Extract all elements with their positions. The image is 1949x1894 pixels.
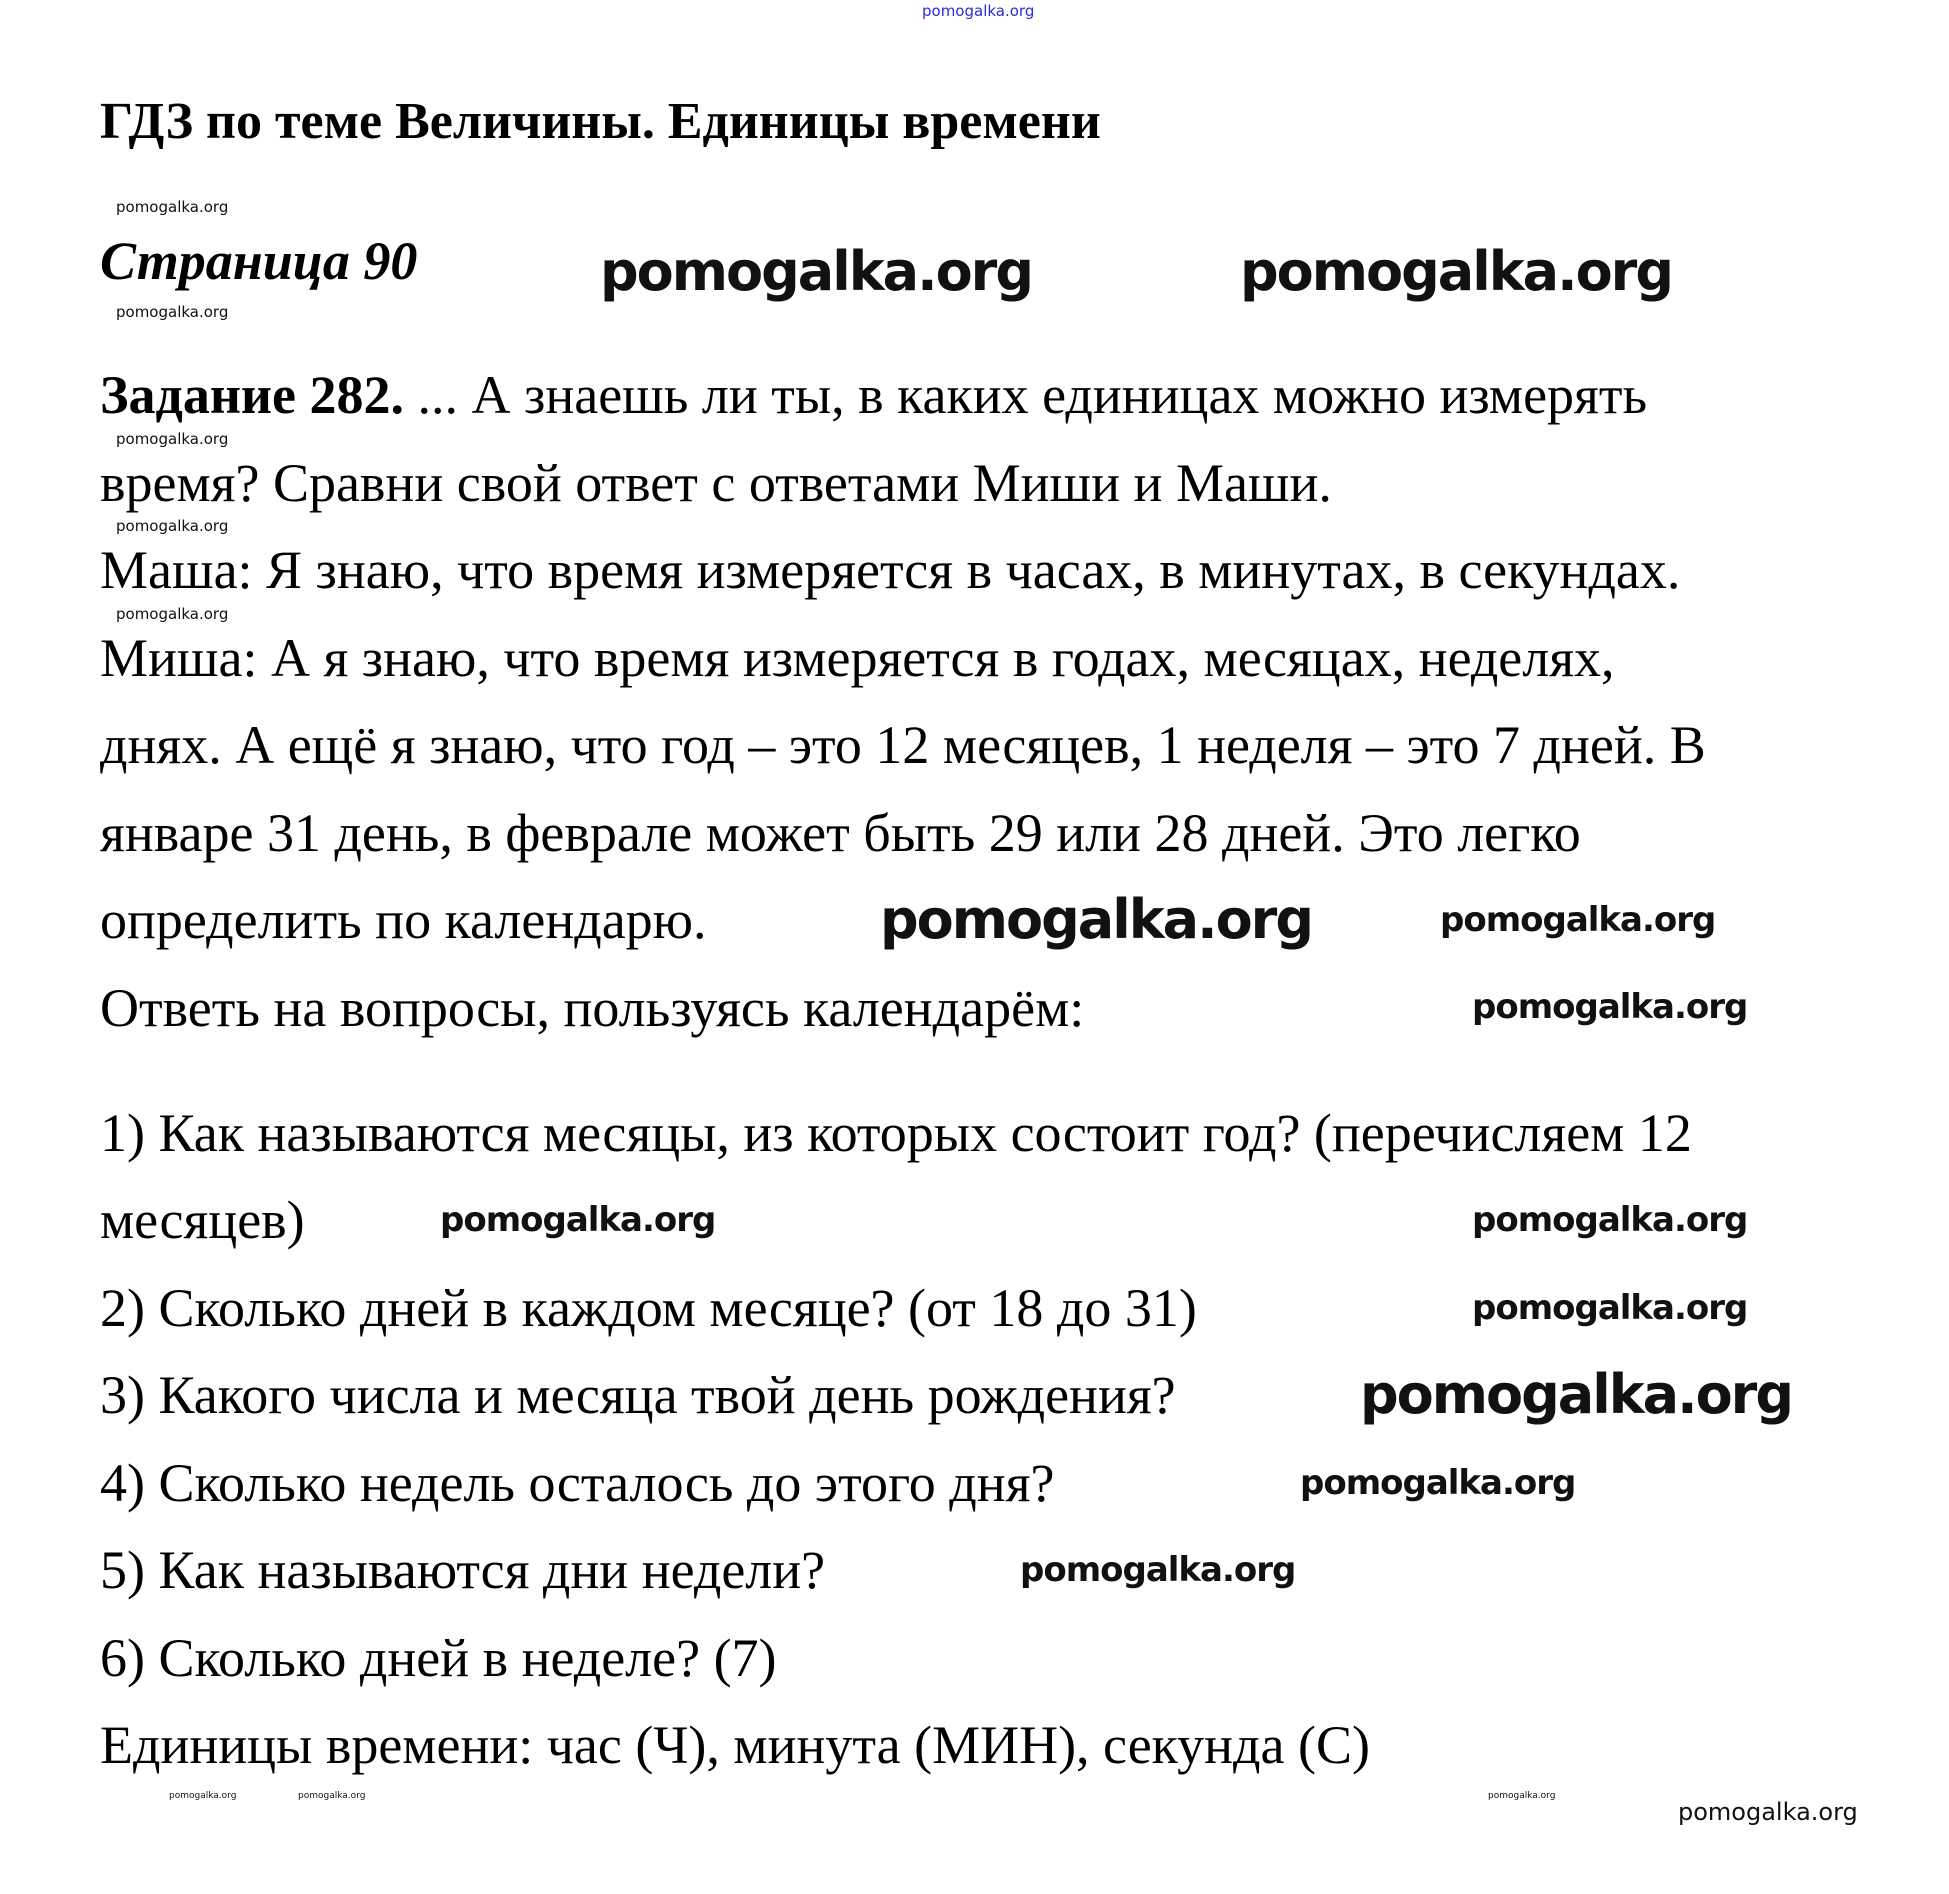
- watermark: pomogalka.org: [1678, 1798, 1858, 1826]
- text-line: январе 31 день, в феврале может быть 29 или 28 дней. Это легко: [100, 803, 1581, 863]
- time-units-summary: Единицы времени: час (Ч), минута (МИН), секунда (С): [100, 1715, 1370, 1775]
- text-line: днях. А ещё я знаю, что год – это 12 месяцев, 1 неделя – это 7 дней. В: [100, 715, 1706, 775]
- page-title: ГДЗ по теме Величины. Единицы времени: [100, 93, 1101, 150]
- watermark: pomogalka.org: [1440, 900, 1716, 940]
- text-line: определить по календарю.: [100, 890, 707, 950]
- watermark: pomogalka.org: [1020, 1550, 1296, 1590]
- watermark: pomogalka.org: [1472, 987, 1748, 1027]
- question-2: 2) Сколько дней в каждом месяце? (от 18 до 31): [100, 1278, 1197, 1338]
- watermark: pomogalka.org: [298, 1791, 366, 1801]
- watermark-top[interactable]: pomogalka.org: [922, 2, 1035, 20]
- question-5: 5) Как называются дни недели?: [100, 1540, 826, 1600]
- question-6: 6) Сколько дней в неделе? (7): [100, 1628, 777, 1688]
- page-number-heading: Страница 90: [100, 231, 418, 291]
- watermark: pomogalka.org: [1472, 1288, 1748, 1328]
- watermark: pomogalka.org: [880, 888, 1312, 951]
- watermark: pomogalka.org: [116, 517, 229, 535]
- task-label: Задание 282.: [100, 365, 405, 425]
- watermark: pomogalka.org: [1300, 1463, 1576, 1503]
- task-text: ... А знаешь ли ты, в каких единицах можно измерять: [404, 365, 1648, 425]
- text-line: время? Сравни свой ответ с ответами Миши и Маши.: [100, 453, 1332, 513]
- watermark: pomogalka.org: [116, 198, 229, 216]
- question-3: 3) Какого числа и месяца твой день рождения?: [100, 1365, 1176, 1425]
- text-line: Маша: Я знаю, что время измеряется в часах, в минутах, в секундах.: [100, 540, 1681, 600]
- question-1: 1) Как называются месяцы, из которых состоит год? (перечисляем 12: [100, 1103, 1692, 1163]
- task-line-1: [100, 365, 1648, 425]
- watermark: pomogalka.org: [116, 303, 229, 321]
- watermark: pomogalka.org: [440, 1200, 716, 1240]
- question-4: 4) Сколько недель осталось до этого дня?: [100, 1453, 1055, 1513]
- watermark: pomogalka.org: [1360, 1363, 1792, 1426]
- watermark: pomogalka.org: [1240, 240, 1672, 303]
- watermark: pomogalka.org: [1472, 1200, 1748, 1240]
- watermark: pomogalka.org: [116, 605, 229, 623]
- question-1-cont: месяцев): [100, 1190, 305, 1250]
- watermark: pomogalka.org: [116, 430, 229, 448]
- text-line: Миша: А я знаю, что время измеряется в годах, месяцах, неделях,: [100, 628, 1615, 688]
- watermark: pomogalka.org: [600, 240, 1032, 303]
- text-line: Ответь на вопросы, пользуясь календарём:: [100, 978, 1085, 1038]
- watermark: pomogalka.org: [169, 1791, 237, 1801]
- watermark: pomogalka.org: [1488, 1791, 1556, 1801]
